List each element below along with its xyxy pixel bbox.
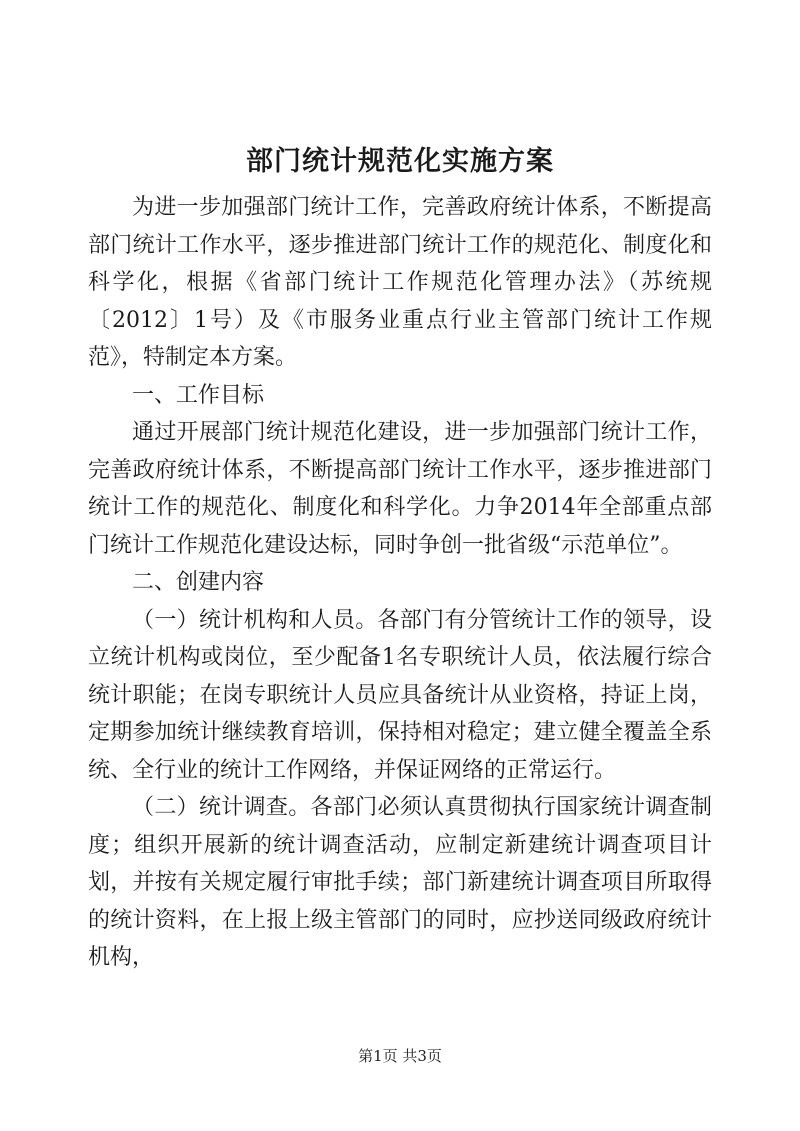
content-paragraph-2: （二）统计调查。各部门必须认真贯彻执行国家统计调查制度；组织开展新的统计调查活动，应制定新建统计调查项目计划，并按有关规定履行审批手续；部门新建统计调查项目所取得的统计资料，在上报上级主管部门的同时，应抄送同级政府统计机构， — [88, 795, 712, 970]
section-heading-content: 二、创建内容 — [132, 570, 265, 595]
document-title: 部门统计规范化实施方案 — [246, 146, 554, 177]
page-footer: 第1页 共3页 — [358, 1047, 442, 1065]
document-body — [88, 189, 712, 977]
goals-paragraph: 通过开展部门统计规范化建设，进一步加强部门统计工作，完善政府统计体系，不断提高部门统计工作水平，逐步推进部门统计工作的规范化、制度化和科学化。力争2014年全部重点部门统计工作规范化建设达标，同时争创一批省级“示范单位”。 — [88, 420, 712, 558]
intro-paragraph: 为进一步加强部门统计工作，完善政府统计体系，不断提高部门统计工作水平，逐步推进部门统计工作的规范化、制度化和科学化，根据《省部门统计工作规范化管理办法》（苏统规〔2012〕1号）及《市服务业重点行业主管部门统计工作规范》，特制定本方案。 — [88, 195, 712, 370]
content-paragraph-1: （一）统计机构和人员。各部门有分管统计工作的领导，设立统计机构或岗位，至少配备1名专职统计人员，依法履行综合统计职能；在岗专职统计人员应具备统计从业资格，持证上岗，定期参加统计继续教育培训，保持相对稳定；建立健全覆盖全系统、全行业的统计工作网络，并保证网络的正常运行。 — [88, 607, 712, 783]
section-heading-goals: 一、工作目标 — [132, 382, 265, 408]
